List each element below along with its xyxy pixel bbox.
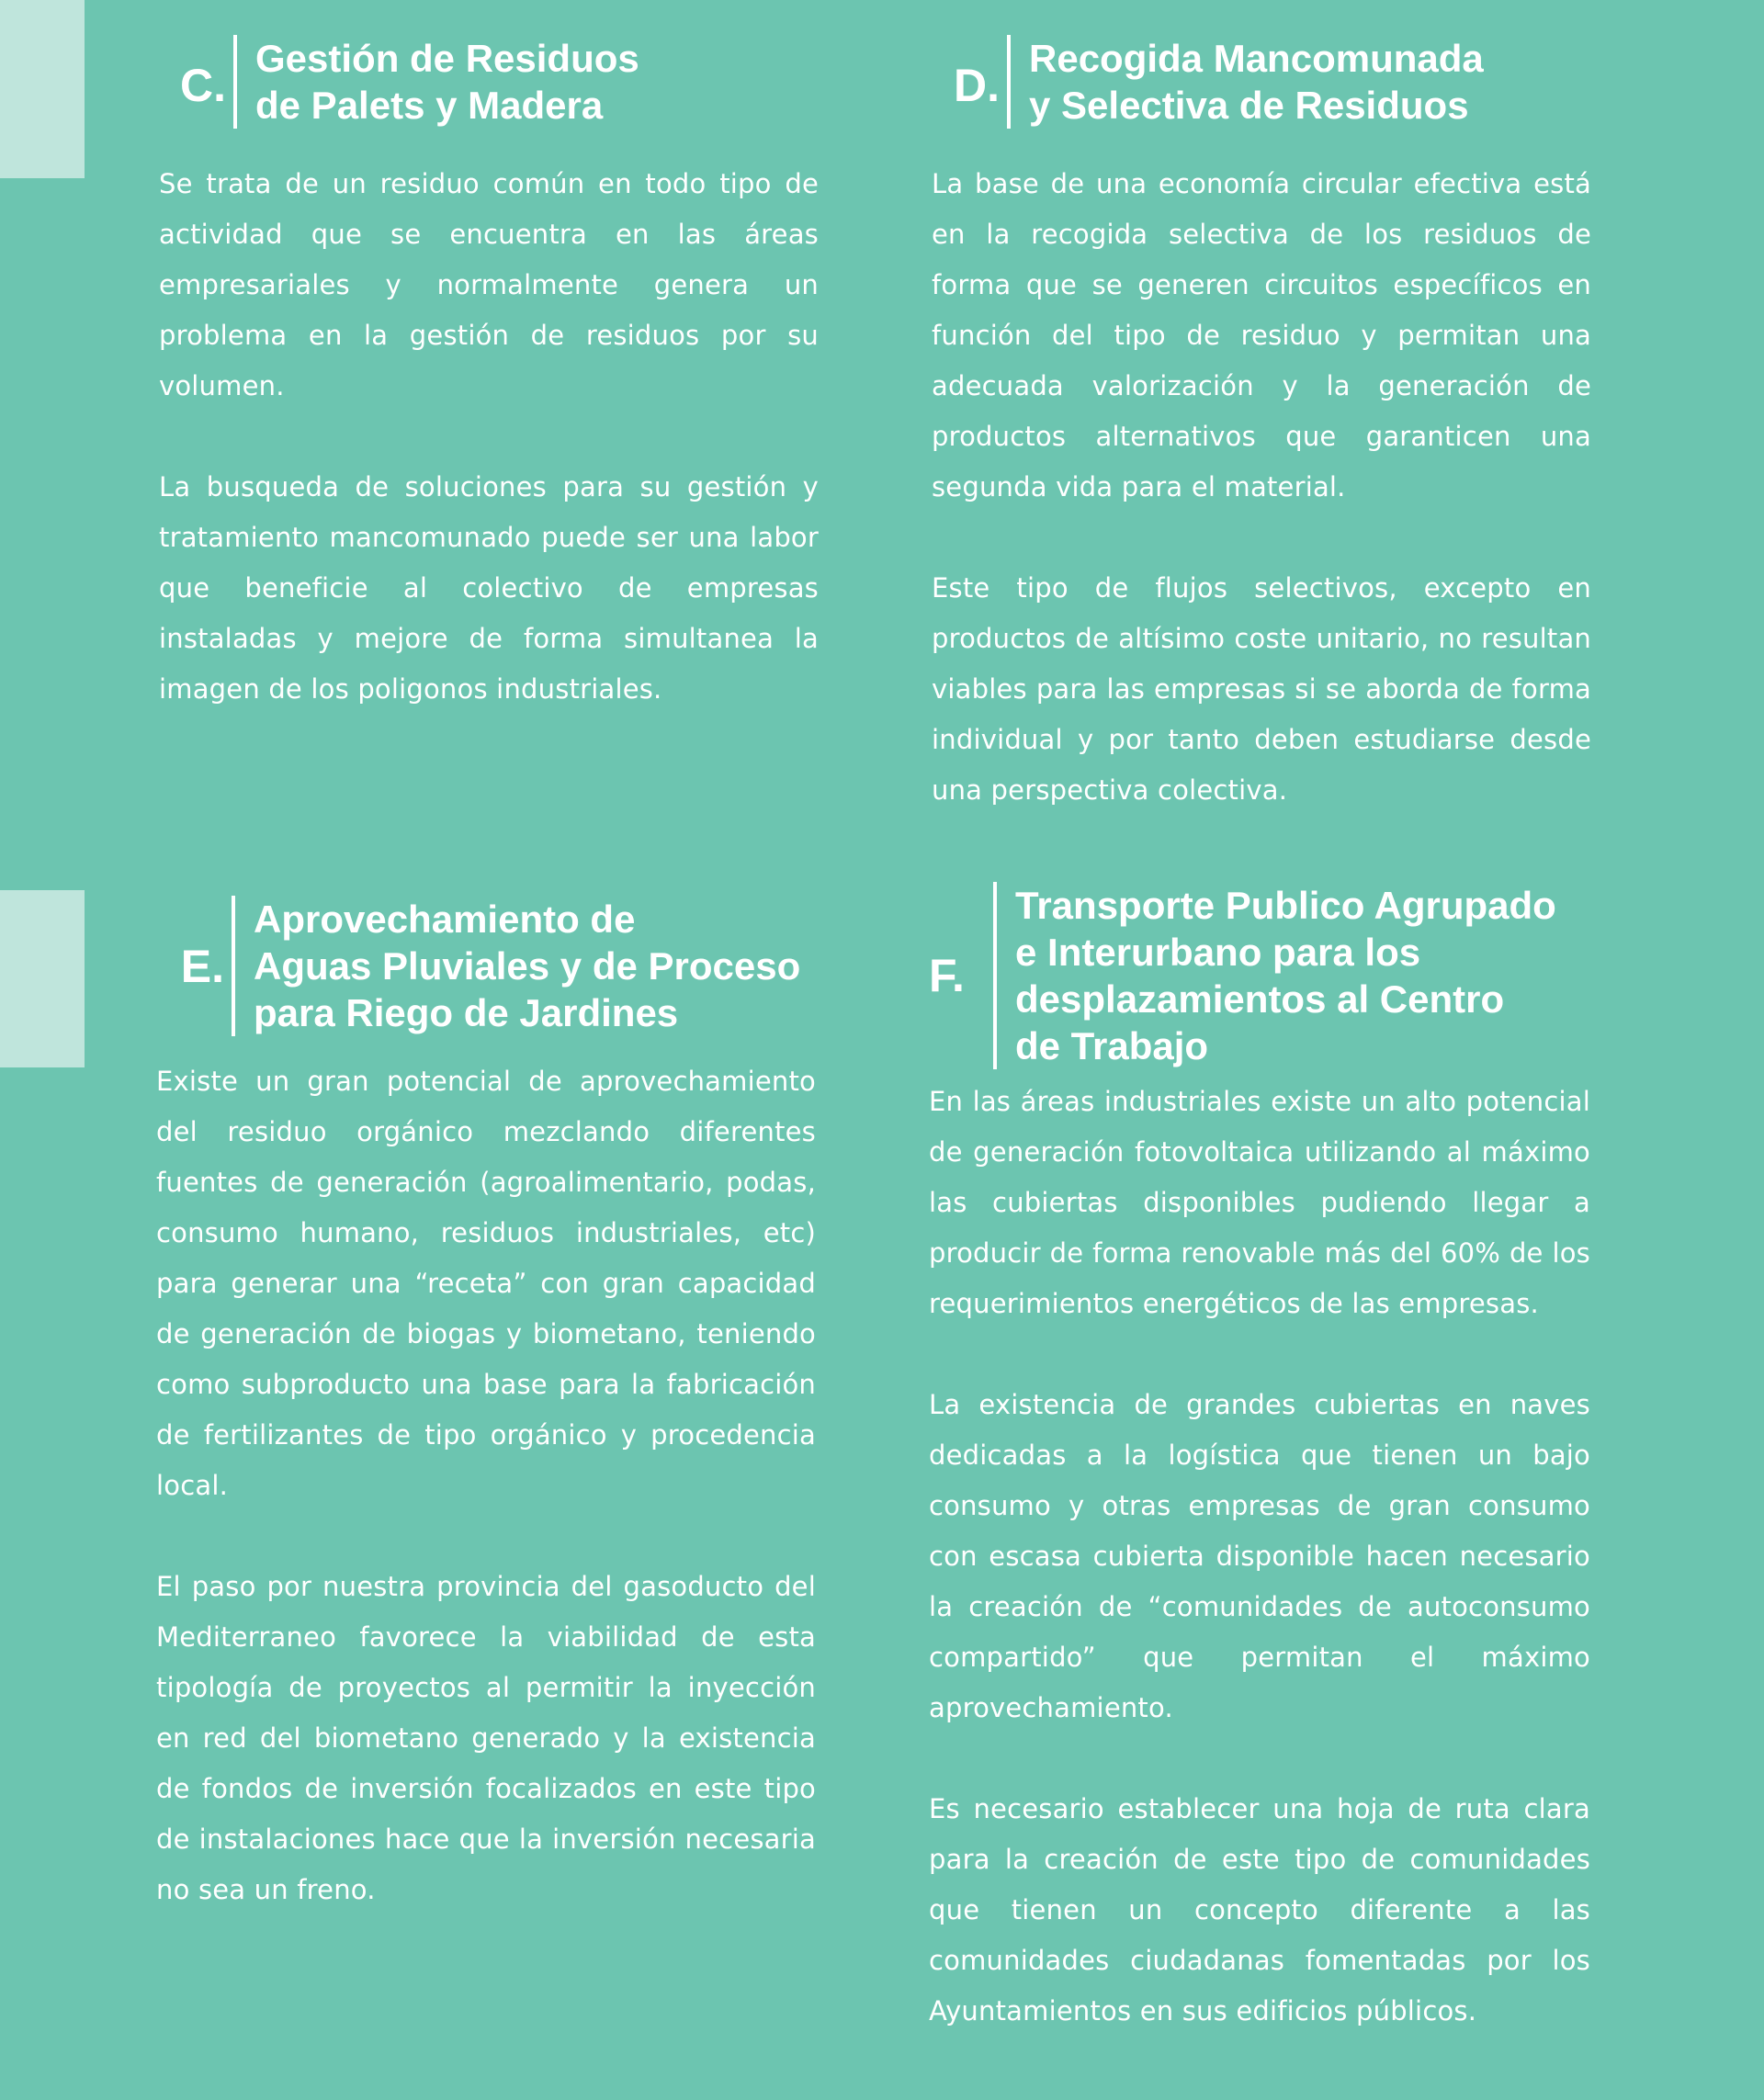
paragraph: La base de una economía circular efectiva está en la recogida selectiva de los residuos de forma que se generen circuitos específicos en función del tipo de residuo y permitan una adecuada valorización y la generación de productos alternativos que garanticen una segunda vida para el material. xyxy=(932,168,1591,502)
section-letter: E. xyxy=(180,940,224,992)
title-line: e Interurbano para los xyxy=(1015,931,1421,974)
title-line: de Palets y Madera xyxy=(255,84,604,127)
section-body xyxy=(929,1077,1590,2037)
heading-divider xyxy=(1007,35,1011,129)
title-line: Aprovechamiento de xyxy=(254,898,636,941)
title-line: Gestión de Residuos xyxy=(255,37,639,80)
paragraph: En las áreas industriales existe un alto potencial de generación fotovoltaica utilizando al máximo las cubiertas disponibles pudiendo llegar a producir de forma renovable más del 60% de los requerimientos energéticos de las empresas. xyxy=(929,1086,1590,1319)
section-title xyxy=(254,896,800,1036)
title-line: Aguas Pluviales y de Proceso xyxy=(254,944,801,988)
section-heading xyxy=(932,35,1593,129)
title-line: Recogida Mancomunada xyxy=(1029,37,1484,80)
section-heading xyxy=(929,882,1594,1069)
section-heading xyxy=(158,35,820,129)
section-letter: D. xyxy=(954,60,1000,111)
paragraph: Se trata de un residuo común en todo tipo de actividad que se encuentra en las áreas empresariales y normalmente genera un problema en la gestión de residuos por su volumen. xyxy=(159,168,819,401)
title-line: de Trabajo xyxy=(1015,1024,1209,1067)
heading-divider xyxy=(233,35,237,129)
section-e xyxy=(156,896,818,1915)
title-line: desplazamientos al Centro xyxy=(1015,977,1505,1021)
title-line: para Riego de Jardines xyxy=(254,991,679,1034)
paragraph: Es necesario establecer una hoja de ruta clara para la creación de este tipo de comunidades que tienen un concepto diferente a las comunidades ciudadanas fomentadas por los Ayuntamientos en sus edificios públicos. xyxy=(929,1793,1590,2027)
side-tab-top xyxy=(0,0,85,178)
paragraph: Existe un gran potencial de aprovechamiento del residuo orgánico mezclando diferentes fuentes de generación (agroalimentario, podas, consumo humano, residuos industriales, etc) para generar una “receta” con gran capacidad de generación de biogas y biometano, teniendo como subproducto una base para la fabricación de fertilizantes de tipo orgánico y procedencia local. xyxy=(156,1066,816,1501)
section-body xyxy=(159,159,819,715)
section-title xyxy=(1029,35,1484,129)
heading-divider xyxy=(993,882,997,1069)
paragraph: Este tipo de flujos selectivos, excepto en productos de altísimo coste unitario, no resultan viables para las empresas si se aborda de forma individual y por tanto deben estudiarse desde una perspectiva colectiva. xyxy=(932,572,1591,806)
section-body xyxy=(932,159,1591,816)
heading-divider xyxy=(232,896,235,1036)
paragraph: La existencia de grandes cubiertas en naves dedicadas a la logística que tienen un bajo consumo y otras empresas de gran consumo con escasa cubierta disponible hacen necesario la creación de “comunidades de autoconsumo compartido” que permitan el máximo aprovechamiento. xyxy=(929,1389,1590,1723)
paragraph: El paso por nuestra provincia del gasoducto del Mediterraneo favorece la viabilidad de esta tipología de proyectos al permitir la inyección en red del biometano generado y la existencia de fondos de inversión focalizados en este tipo de instalaciones hace que la inversión necesaria no sea un freno. xyxy=(156,1571,816,1905)
section-f xyxy=(929,882,1594,2037)
paragraph: La busqueda de soluciones para su gestión y tratamiento mancomunado puede ser una labor que beneficie al colectivo de empresas instaladas y mejore de forma simultanea la imagen de los poligonos industriales. xyxy=(159,471,819,705)
section-heading xyxy=(156,896,818,1036)
section-c xyxy=(158,35,820,715)
side-tab-middle xyxy=(0,890,85,1067)
section-letter: C. xyxy=(180,60,226,111)
title-line: Transporte Publico Agrupado xyxy=(1015,884,1556,927)
title-line: y Selectiva de Residuos xyxy=(1029,84,1469,127)
section-d xyxy=(932,35,1593,816)
section-body xyxy=(156,1056,816,1915)
section-letter: F. xyxy=(929,950,965,1001)
section-title xyxy=(255,35,639,129)
section-title xyxy=(1015,882,1556,1069)
